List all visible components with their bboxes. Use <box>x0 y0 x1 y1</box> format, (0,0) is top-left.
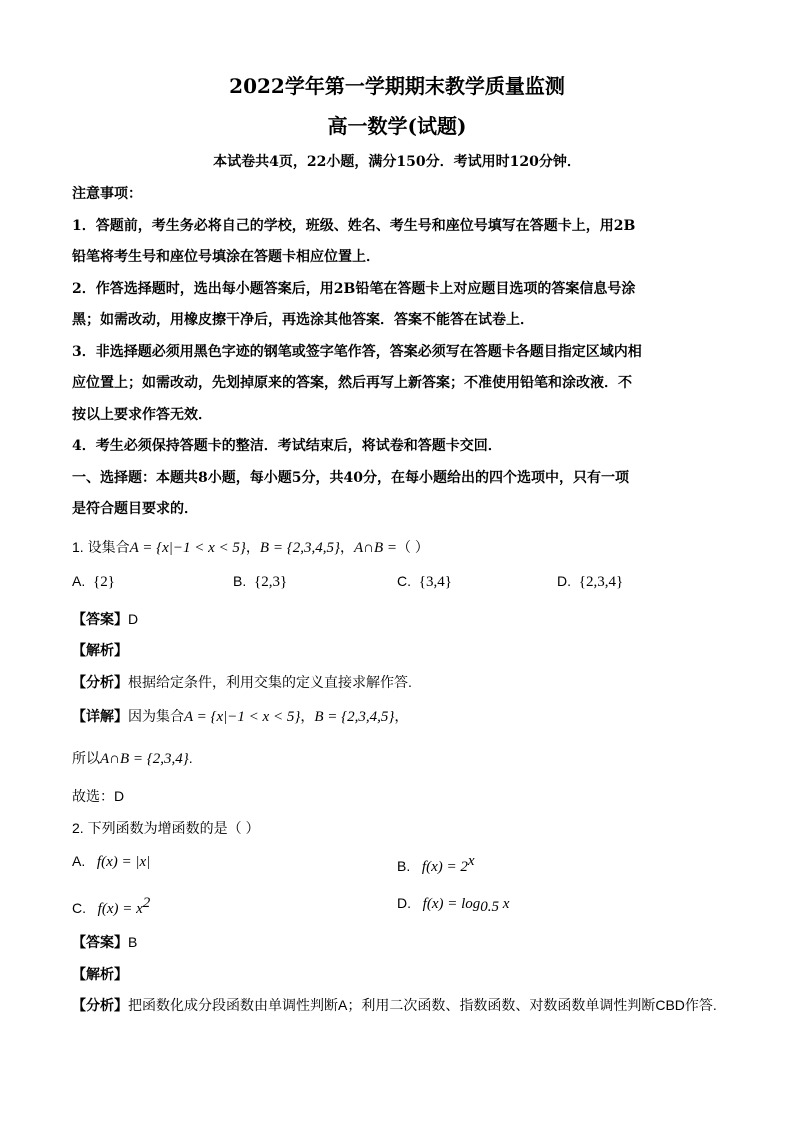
page-subtitle: 高一数学(试题) <box>327 114 467 138</box>
fenxi-tag: 【分析】 <box>72 997 128 1013</box>
question-1-paren: （ ） <box>396 539 429 555</box>
question-2-fenxi <box>72 995 717 1015</box>
xiangjie-tag: 【详解】 <box>72 708 128 724</box>
question-2-stem: 2. 下列函数为增函数的是（ ） <box>72 820 260 836</box>
question-1-set-a: A = {x|−1 < x < 5} <box>129 540 246 556</box>
notice-item-1-line-2: 铅笔将考生号和座位号填涂在答题卡相应位置上． <box>72 249 380 265</box>
answer-value: D <box>128 611 139 627</box>
section-1-heading-line-2: 是符合题目要求的． <box>72 501 198 517</box>
question-1-option-c: C. {3,4} <box>397 573 452 590</box>
result-expression: A∩B = {2,3,4} <box>100 751 189 767</box>
question-1-analysis-tag: 【解析】 <box>72 642 128 658</box>
question-1-comma-1: ， <box>245 539 260 555</box>
exam-info: 本试卷共4页，22小题，满分150分．考试用时120分钟． <box>213 154 581 170</box>
question-1-stem <box>72 537 429 557</box>
xiangjie-end: ， <box>394 708 409 724</box>
question-1-fenxi <box>72 672 412 692</box>
question-1-expression: A∩B = <box>353 540 397 556</box>
question-1-prefix: 1. 设集合 <box>72 539 130 555</box>
question-1-option-b: B. {2,3} <box>233 573 288 590</box>
xiangjie-set-b: B = {2,3,4,5} <box>314 709 395 725</box>
question-2-analysis-tag: 【解析】 <box>72 966 128 982</box>
question-1-answer <box>72 609 138 629</box>
question-1-option-a: A. {2} <box>72 573 115 590</box>
xiangjie-comma: ， <box>300 708 315 724</box>
notice-heading: 注意事项： <box>72 186 142 202</box>
page-title: 2022学年第一学期期末教学质量监测 <box>229 74 565 98</box>
question-2-answer <box>72 932 137 952</box>
answer-value: B <box>128 934 138 950</box>
fenxi-text: 把函数化成分段函数由单调性判断A；利用二次函数、指数函数、对数函数单调性判断CBD作答. <box>128 997 717 1013</box>
fenxi-text: 根据给定条件，利用交集的定义直接求解作答. <box>128 674 412 690</box>
question-2-option-d: D. $f(x) = \log_{0.5} x$ <box>397 895 510 915</box>
question-1-option-d: D. {2,3,4} <box>557 573 624 590</box>
notice-item-2-line-1: 2．作答选择题时，选出每小题答案后，用2B铅笔在答题卡上对应题目选项的答案信息号涂 <box>72 281 636 297</box>
result-prefix: 所以 <box>72 750 100 766</box>
question-1-xiangjie <box>72 706 408 726</box>
question-2-option-a: A. f(x) = |x| <box>72 853 151 870</box>
question-1-set-b: B = {2,3,4,5} <box>259 540 340 556</box>
result-end: . <box>188 750 193 766</box>
question-1-result <box>72 748 193 768</box>
notice-item-4: 4．考生必须保持答题卡的整洁．考试结束后，将试卷和答题卡交回． <box>72 438 502 454</box>
question-2-option-c: C. $f(x) = x^2$ <box>72 895 151 917</box>
notice-item-3-line-1: 3．非选择题必须用黑色字迹的钢笔或签字笔作答，答案必须写在答题卡各题目指定区域内相 <box>72 344 642 360</box>
question-1-comma-2: ， <box>339 539 354 555</box>
notice-item-3-line-2: 应位置上；如需改动，先划掉原来的答案，然后再写上新答案；不准使用铅笔和涂改液．不 <box>72 375 632 391</box>
xiangjie-prefix: 因为集合 <box>128 708 184 724</box>
question-1-choice: 故选：D <box>72 788 125 804</box>
notice-item-3-line-3: 按以上要求作答无效． <box>72 407 212 423</box>
answer-tag: 【答案】 <box>72 934 128 950</box>
section-1-heading-line-1: 一、选择题：本题共8小题，每小题5分，共40分，在每小题给出的四个选项中，只有一项 <box>72 470 629 486</box>
fenxi-tag: 【分析】 <box>72 674 128 690</box>
question-2-option-b: B. $f(x) = 2^x$ <box>397 853 475 875</box>
notice-item-2-line-2: 黑；如需改动，用橡皮擦干净后，再选涂其他答案．答案不能答在试卷上． <box>72 312 534 328</box>
answer-tag: 【答案】 <box>72 611 128 627</box>
xiangjie-set-a: A = {x|−1 < x < 5} <box>184 709 301 725</box>
notice-item-1-line-1: 1．答题前，考生务必将自己的学校，班级、姓名、考生号和座位号填写在答题卡上，用2B <box>72 218 636 234</box>
